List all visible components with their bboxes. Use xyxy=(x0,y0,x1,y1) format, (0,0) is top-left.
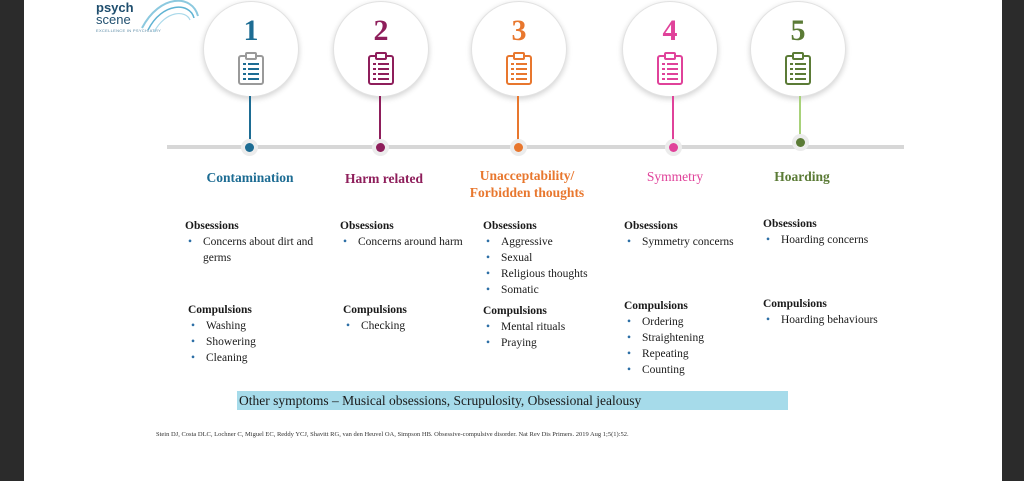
category-5-marker xyxy=(796,138,805,147)
list-item: • Checking xyxy=(346,320,406,332)
list-item: • Praying xyxy=(486,337,537,349)
list-item: • Ordering xyxy=(627,316,684,328)
category-5-number: 5 xyxy=(790,14,806,47)
list-item: • Concerns about dirt and germs xyxy=(188,236,314,264)
category-1-title: Contamination xyxy=(206,170,294,185)
category-2-circle xyxy=(333,1,429,97)
document-page xyxy=(24,0,1002,481)
list-item: • Concerns around harm xyxy=(343,236,463,248)
category-4-compulsions xyxy=(624,298,754,378)
category-4-title: Symmetry xyxy=(646,169,704,184)
category-5-circle xyxy=(750,1,846,97)
list-item: • Washing xyxy=(191,320,246,332)
category-3-circle xyxy=(471,1,567,97)
category-4-marker xyxy=(669,143,678,152)
compulsions-heading: Compulsions xyxy=(343,304,407,316)
list-item: • Repeating xyxy=(627,348,689,360)
compulsions-heading: Compulsions xyxy=(624,300,688,312)
category-3-stem xyxy=(517,96,519,144)
obsessions-heading: Obsessions xyxy=(624,220,678,232)
clipboard-icon xyxy=(656,52,684,86)
category-2-obsessions xyxy=(340,218,465,250)
list-item: • Religious thoughts xyxy=(486,268,588,280)
category-2-title: Harm related xyxy=(344,171,424,186)
compulsions-heading: Compulsions xyxy=(483,305,547,317)
reference-citation: Stein DJ, Costa DLC, Lochner C, Miguel EC, Reddy YCJ, Shavitt RG, van den Heuvel OA, Simpson HB. Obsessive-compulsive disorder. Nat Rev Dis Primers. 2019 Aug 1;5(1):52. xyxy=(156,431,629,438)
compulsions-heading: Compulsions xyxy=(188,304,252,316)
category-3-compulsions xyxy=(483,303,613,351)
category-5-obsessions xyxy=(763,216,903,248)
list-item: • Showering xyxy=(191,336,256,348)
list-item: • Cleaning xyxy=(191,352,248,364)
category-2-number: 2 xyxy=(373,14,389,47)
category-5-title: Hoarding xyxy=(774,169,830,184)
obsessions-heading: Obsessions xyxy=(340,220,394,232)
other-symptoms-banner: Other symptoms – Musical obsessions, Scrupulosity, Obsessional jealousy xyxy=(237,391,788,410)
category-3-obsessions xyxy=(483,218,613,298)
logo-word-1: psych xyxy=(96,0,134,15)
logo-swirl-icon xyxy=(140,0,204,38)
category-4-circle xyxy=(622,1,718,97)
clipboard-icon xyxy=(505,52,533,86)
logo-tagline: EXCELLENCE IN PSYCHIATRY xyxy=(96,28,162,33)
list-item: • Hoarding behaviours xyxy=(766,314,878,326)
list-item: • Counting xyxy=(627,364,685,376)
compulsions-heading: Compulsions xyxy=(763,298,827,310)
list-item: • Symmetry concerns xyxy=(627,236,734,248)
category-1-circle xyxy=(203,1,299,97)
clipboard-icon xyxy=(784,52,812,86)
list-item: • Aggressive xyxy=(486,236,553,248)
list-item: • Somatic xyxy=(486,284,539,296)
clipboard-icon xyxy=(237,52,265,86)
category-4-stem xyxy=(672,96,674,144)
list-item: • Hoarding concerns xyxy=(766,234,869,246)
obsessions-heading: Obsessions xyxy=(763,218,817,230)
category-2-stem xyxy=(379,96,381,144)
category-3-title xyxy=(462,167,592,201)
category-3-title-line1: Unacceptability/ xyxy=(479,168,575,183)
obsessions-heading: Obsessions xyxy=(483,220,537,232)
category-5-compulsions xyxy=(763,296,913,328)
category-1-marker xyxy=(245,143,254,152)
category-1-number: 1 xyxy=(243,14,259,47)
psych-scene-logo xyxy=(96,2,206,36)
category-4-number: 4 xyxy=(662,14,678,47)
category-2-marker xyxy=(376,143,385,152)
list-item: • Straightening xyxy=(627,332,704,344)
category-2-compulsions xyxy=(343,302,463,334)
logo-word-2: scene xyxy=(96,12,131,27)
clipboard-icon xyxy=(367,52,395,86)
category-1-compulsions xyxy=(188,302,318,366)
list-item: • Mental rituals xyxy=(486,321,566,333)
obsessions-heading: Obsessions xyxy=(185,220,239,232)
list-item: • Sexual xyxy=(486,252,533,264)
category-4-obsessions xyxy=(624,218,754,250)
category-3-title-line2: Forbidden thoughts xyxy=(469,185,585,200)
category-3-marker xyxy=(514,143,523,152)
category-1-obsessions xyxy=(185,218,315,266)
category-3-number: 3 xyxy=(511,14,527,47)
